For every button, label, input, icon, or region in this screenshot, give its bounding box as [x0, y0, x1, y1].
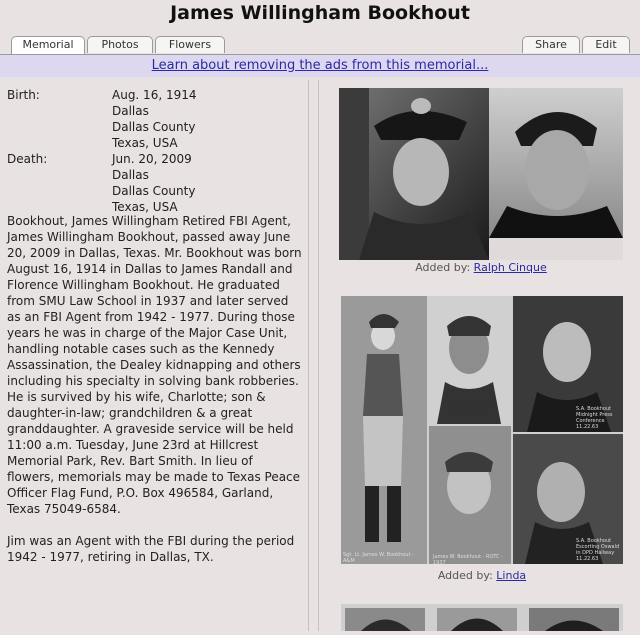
photo-1-contributor-link[interactable]: Ralph Cinque	[473, 261, 547, 274]
tab-memorial[interactable]: Memorial	[11, 36, 85, 54]
caption-press-conference: S.A. Bookhout Midnight Press Conference 11.22.63	[576, 406, 613, 430]
caption-escorting-oswald: S.A. Bookhout Escorting Oswald in DPD Hallway 11.22.63	[576, 538, 620, 562]
death-state: Texas, USA	[112, 200, 178, 214]
tab-edit[interactable]: Edit	[582, 36, 630, 53]
death-county: Dallas County	[112, 184, 196, 198]
ad-removal-bar	[0, 55, 640, 77]
bio-paragraph-2: Jim was an Agent with the FBI during the period 1942 - 1977, retiring in Dallas, TX.	[7, 534, 295, 564]
death-city: Dallas	[112, 168, 149, 182]
death-label: Death:	[7, 152, 48, 166]
birth-state: Texas, USA	[112, 136, 178, 150]
caption-yearbook: JAMES BOOKHOUT	[447, 406, 493, 412]
photo-1-credit: Added by: Ralph Cinque	[415, 261, 547, 274]
photo-1[interactable]	[339, 88, 623, 260]
photo-2-contributor-link[interactable]: Linda	[496, 569, 527, 582]
photo-3-image	[341, 604, 623, 631]
tab-photos[interactable]: Photos	[87, 36, 153, 53]
birth-county: Dallas County	[112, 120, 196, 134]
ad-removal-link[interactable]: Learn about removing the ads from this memorial...	[151, 58, 489, 73]
tab-share[interactable]: Share	[522, 36, 580, 53]
tab-bar	[0, 36, 640, 55]
photo-2[interactable]	[341, 296, 623, 564]
memorial-details	[0, 80, 309, 631]
page-title: James Willingham Bookhout	[170, 2, 470, 24]
birth-label: Birth:	[7, 88, 40, 102]
photo-1-image	[339, 88, 623, 260]
photo-2-image	[341, 296, 623, 564]
photo-3[interactable]	[341, 604, 623, 631]
bio-paragraph-1: Bookhout, James Willingham Retired FBI Agent, James Willingham Bookhout, passed away June 20, 2009 in Dallas, Texas. Mr. Bookhout was born August 16, 1914 in Dallas to James Randall and Florence Willingham Bookhout. He graduated from SMU Law School in 1937 and later served as an FBI Agent from 1942 - 1977. During those years he was in charge of the Major Case Unit, handling notable cases such as the Kennedy Assassination, the Dealey kidnapping and others including his specialty in solving bank robberies. He is survived by his wife, Charlotte; son & daughter-in-law; grandchildren & a great granddaughter. A graveside service will be held 11:00 a.m. Tuesday, June 23rd at Hillcrest Memorial Park, Rev. Bart Smith. In lieu of flowers, memorials may be made to Texas Peace Officer Flag Fund, P.O. Box 496584, Garland, Texas 75049-6584.	[7, 214, 302, 516]
biography	[7, 213, 303, 581]
tab-flowers[interactable]: Flowers	[155, 36, 225, 53]
birth-city: Dallas	[112, 104, 149, 118]
photo-2-credit: Added by: Linda	[437, 569, 527, 582]
photo-column	[318, 80, 640, 631]
birth-date: Aug. 16, 1914	[112, 88, 197, 102]
caption-rotc: James W. Bookhout - ROTC - 1937	[433, 554, 504, 566]
caption-a-and-m: Sgt. Lt. James W. Bookhout - A&M	[343, 552, 414, 564]
death-date: Jun. 20, 2009	[112, 152, 192, 166]
